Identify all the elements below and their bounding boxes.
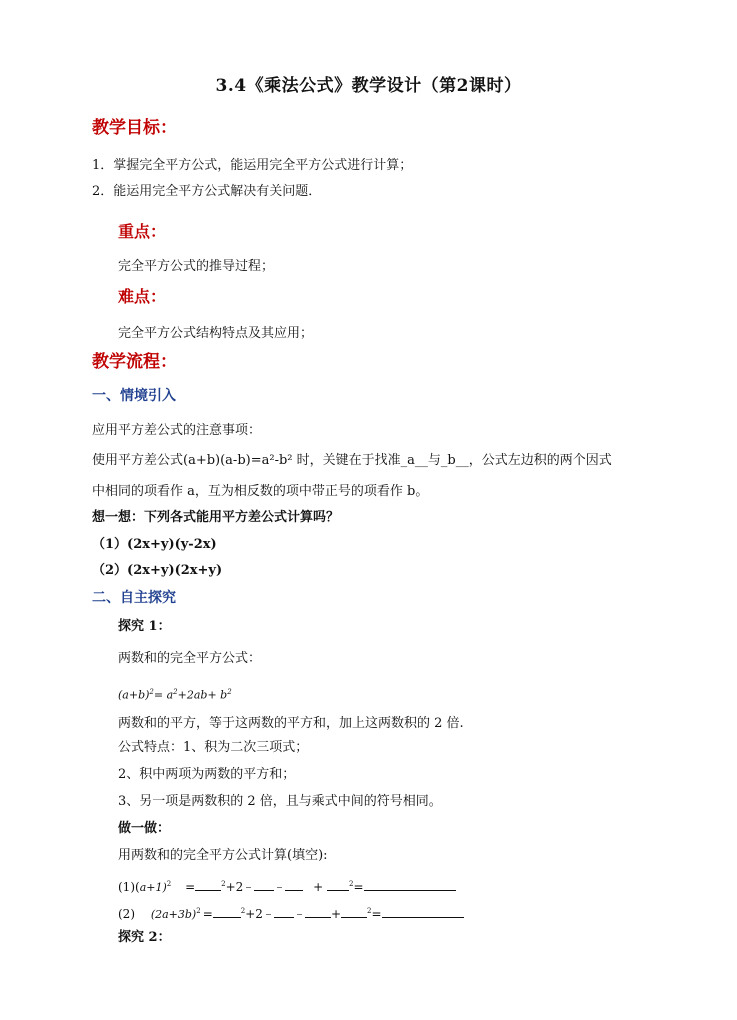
think-item-1: （1）(2x+y)(y-2x) <box>92 537 217 552</box>
exercise-2: (2) $(2a+3b)^2 = ^2+2 + ^2=$ <box>118 903 464 923</box>
answer-blank[interactable] <box>195 878 221 891</box>
think-heading: 想一想：下列各式能用平方差公式计算吗？ <box>92 510 340 525</box>
key-points-heading: 重点： <box>118 222 167 241</box>
answer-blank[interactable] <box>341 905 367 918</box>
section-1-para-1: 应用平方差公式的注意事项： <box>92 423 262 438</box>
feature-2: 2、积中两项为两数的平方和； <box>118 767 296 782</box>
flow-heading: 教学流程： <box>92 352 177 372</box>
page-title: 3.4《乘法公式》教学设计（第2课时） <box>215 76 522 96</box>
goals-heading: 教学目标： <box>92 118 177 138</box>
answer-blank[interactable] <box>274 905 294 918</box>
think-item-2: （2）(2x+y)(2x+y) <box>92 563 223 578</box>
do-instruction: 用两数和的完全平方公式计算(填空): <box>118 848 328 863</box>
goal-item-1: 1．掌握完全平方公式，能运用完全平方公式进行计算； <box>92 158 413 173</box>
answer-blank[interactable] <box>254 878 274 891</box>
goal-item-2: 2．能运用完全平方公式解决有关问题． <box>92 184 322 199</box>
square-sum-formula: $(a+b)^2= a^2+2ab+ b^2$ <box>118 688 232 702</box>
feature-1: 公式特点：1、积为二次三项式； <box>118 740 309 755</box>
difficulty-heading: 难点： <box>118 287 167 306</box>
answer-blank[interactable] <box>285 878 303 891</box>
section-2-heading: 二、自主探究 <box>92 590 176 606</box>
section-1-para-2: 使用平方差公式(a+b)(a-b)=a²-b² 时，关键在于找准_a__与_b__，公式左边积的两个因式 <box>92 453 612 468</box>
answer-blank[interactable] <box>305 905 331 918</box>
do-heading: 做一做： <box>118 821 171 836</box>
section-1-heading: 一、情境引入 <box>92 388 176 404</box>
answer-blank[interactable] <box>382 905 464 918</box>
sum-formula-label: 两数和的完全平方公式： <box>118 651 262 666</box>
difficulty-text: 完全平方公式结构特点及其应用； <box>118 326 314 341</box>
feature-3: 3、另一项是两数积的 2 倍，且与乘式中间的符号相同。 <box>118 794 442 809</box>
section-1-para-3: 中相同的项看作 a，互为相反数的项中带正号的项看作 b。 <box>92 484 429 499</box>
rule-text: 两数和的平方，等于这两数的平方和，加上这两数积的 2 倍. <box>118 716 464 731</box>
answer-blank[interactable] <box>364 878 456 891</box>
answer-blank[interactable] <box>327 878 349 891</box>
explore-2-heading: 探究 2： <box>118 930 171 945</box>
explore-1-heading: 探究 1： <box>118 619 171 634</box>
answer-blank[interactable] <box>213 905 241 918</box>
key-points-text: 完全平方公式的推导过程； <box>118 259 275 274</box>
exercise-1: $(1)(a+1)^2 = ^2+2 + ^2=$ <box>118 876 456 896</box>
